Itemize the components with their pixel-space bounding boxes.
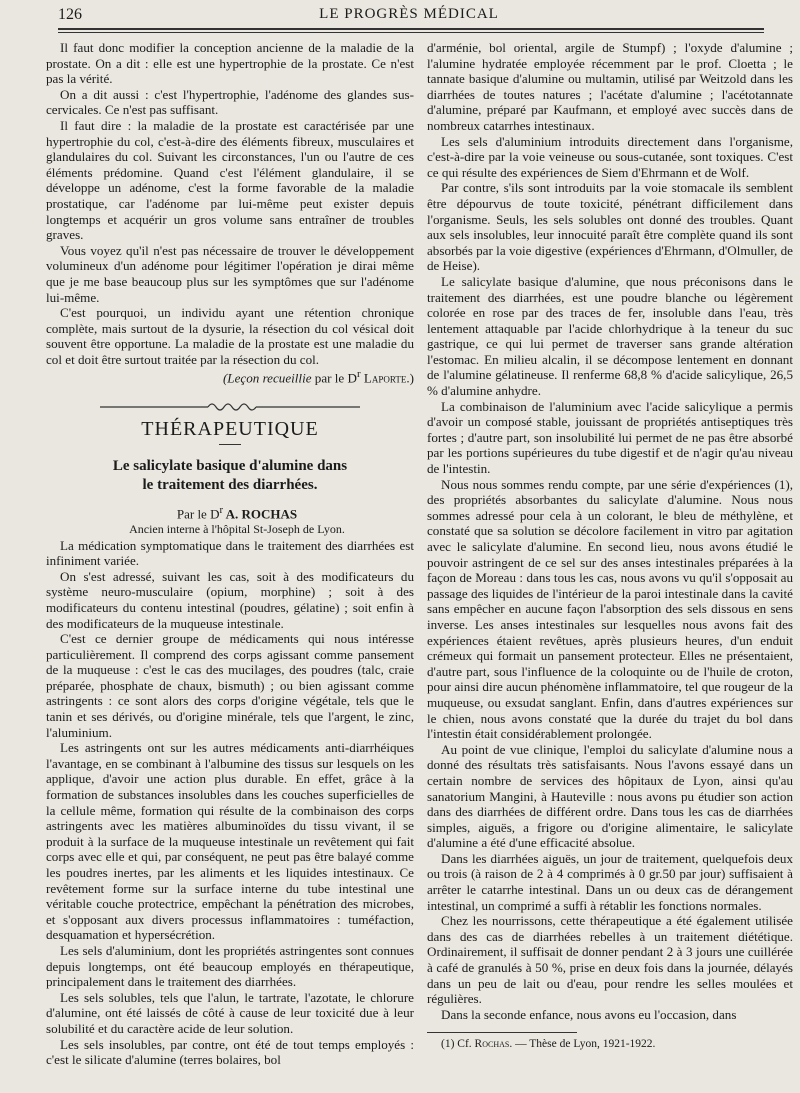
- title-dash: [219, 444, 241, 445]
- author-affiliation: Ancien interne à l'hôpital St-Joseph de Lyon.: [129, 521, 345, 536]
- paragraph: C'est pourquoi, un individu ayant une rétention chronique complète, mais surtout de la dysurie, la résection du col vésical doit souvent être opportune. La maladie de la prostate est une maladie du col et doit être surtout traitée par la résection du col.: [46, 305, 414, 367]
- paragraph: d'arménie, bol oriental, argile de Stumpf) ; l'oxyde d'alumine ; l'alumine hydratée employée récemment par le prof. Cloetta ; le tannate basique d'alumine ou multamin, utilisé par Weitzold dans les diarrhées de toutes natures ; l'acétate d'alumine ; l'acétotannate d'alumine, préparé par Kaufmann, et employé avec succès dans de nombreux catarrhes intestinaux.: [427, 40, 793, 133]
- left-column: [46, 40, 414, 1068]
- paragraph: Dans les diarrhées aiguës, un jour de traitement, quelquefois deux ou trois (à raison de 2 à 4 comprimés à 0 gr.50 par jour) suffisaient à arrêter le catarrhe intestinal. Dans un ou deux cas de dérangement intestinal, un comprimé a suffi à rétablir les fonctions normales.: [427, 850, 793, 913]
- paragraph: Le salicylate basique d'alumine, que nous préconisons dans le traitement des diarrhées, est une poudre blanche ou légèrement colorée en rose par des traces de fer, insoluble dans l'eau, très lentement attaquable par l'acide chlorhydrique à la teneur du suc gastrique, ce qui lui permet de traverser sans grande altération l'estomac. En milieu alcalin, il se décompose lentement en donnant de l'alumine gélatineuse. Il renferme 68,8 % d'acide salicylique, 26,5 % d'alumine anhydre.: [427, 273, 793, 399]
- lecture-signature: [46, 367, 414, 386]
- paragraph: Vous voyez qu'il n'est pas nécessaire de trouver le développement volumineux d'un adénome pour légitimer l'opération je dirai même que je me base beaucoup plus sur les symptômes que sur l'adénome lui-même.: [46, 242, 414, 305]
- paragraph: Nous nous sommes rendu compte, par une série d'expériences (1), des propriétés absorbantes du salicylate d'alumine. Nous nous sommes adressé pour cela à un colorant, le bleu de méthylène, et constaté que sa solution se décolore facilement in vitro par agitation avec le salicylate d'alumine. En second lieu, nous avons étudié le pouvoir astringent de ce sel sur des anses intestinales préparées à la façon de Moreau : dans tous les cas, nous avons vu qu'il s'opposait au passage des liquides de l'intérieur de la paroi intestinale dans la cavité sans empêcher en aucune façon l'absorption des sels dissous en sens inverse. Les anses intestinales sur lesquelles nous avons fait des expériences étaient revêtues, après plusieurs heures, d'un enduit crémeux qui formait un pansement protecteur. Elles ne présentaient, d'autre part, sous l'influence de la coloquinte ou de l'huile de croton, pour ainsi dire aucun phénomène inflammatoire, tel que rougeur de la muqueuse, ou exsudat sanglant. Enfin, dans d'autres expériences sur le chien, nous avons constaté que la durée du trajet du bol dans l'intestin était considérablement prolongée.: [427, 476, 793, 742]
- footnote-author: Rochas: [474, 1038, 510, 1051]
- paragraph: Les sels insolubles, par contre, ont été de tout temps employés : c'est le silicate d'alumine (terres bolaires, bol: [46, 1036, 414, 1068]
- byline-author: A. ROCHAS: [223, 506, 298, 522]
- right-column: [427, 40, 793, 1053]
- paragraph: Les sels d'aluminium, dont les propriétés astringentes sont connues depuis longtemps, ont été beaucoup employés en thérapeutique, principalement dans le traitement des diarrhées.: [46, 942, 414, 990]
- byline-sup: r: [219, 504, 224, 517]
- paragraph: Il faut donc modifier la conception ancienne de la maladie de la prostate. On a dit : elle est une hypertrophie de la prostate. Ce n'est pas la vérité.: [46, 40, 414, 87]
- header-rule: [58, 28, 764, 33]
- paragraph: La combinaison de l'aluminium avec l'acide salicylique a permis d'avoir un composé stable, jouissant de propriétés antiseptiques très fortes ; d'autre part, son insolubilité lui permet de ne pas être absorbé par les portions supérieures du tube digestif et de n'agir qu'au niveau de l'intestin.: [427, 398, 793, 477]
- section-title: THÉRAPEUTIQUE: [141, 418, 319, 441]
- paragraph: Les astringents ont sur les autres médicaments anti-diarrhéiques l'avantage, en se combinant à l'albumine des tissus sur lesquels on les applique, d'avoir une action plus durable. En effet, grâce à la formation de substances insolubles dans les couches superficielles de la cellule même, formation qui résulte de la combinaison des corps astringents avec les matières albuminoïdes du tissu vivant, il se produit à la surface de la muqueuse intestinale un revêtement qui fait corps avec elle et qui, par conséquent, ne peut pas être balayé comme les poudres inertes, par les aliments et les liquides intestinaux. Ce revêtement forme sur la surface interne du tube intestinal une véritable couche protectrice, empêchant la pénétration des microbes, et s'opposant aux divers processus inflammatoires : tuméfaction, desquamation et hypersécrétion.: [46, 740, 414, 943]
- journal-title: LE PROGRÈS MÉDICAL: [319, 6, 499, 22]
- paragraph: Les sels solubles, tels que l'alun, le tartrate, l'azotate, le chlorure d'alumine, ont été laissés de côté à cause de leur toxicité due à leur solubilité et du caractère acide de leur solution.: [46, 989, 414, 1036]
- footnote-rest: . — Thèse de Lyon, 1921-1922.: [509, 1038, 656, 1051]
- paragraph: Il faut dire : la maladie de la prostate est caractérisée par une hypertrophie du col, c'est-à-dire des éléments fibreux, musculaires et glandulaires du col. Suivant les circonstances, l'un ou l'autre de ces éléments prédomine. Quand c'est l'élément glandulaire, il se développe un adénome, c'est la forme favorable de la maladie prostatique, car l'adénome par lui-même peut exister depuis longtemps et acquérir un gros volume sans entraîner de troubles graves.: [46, 117, 414, 243]
- paragraph: Les sels d'aluminium introduits directement dans l'organisme, c'est-à-dire par la voie veineuse ou sous-cutanée, sont toxiques. C'est ce qui résulte des expériences de Siem d'Ehrmann et de Wolf.: [427, 133, 793, 180]
- signature-mid: par le D: [311, 370, 357, 386]
- paragraph: Au point de vue clinique, l'emploi du salicylate d'alumine nous a donné des résultats très satisfaisants. Nous l'avons essayé dans un certain nombre de services des hôpitaux de Lyon, ainsi qu'au sanatorium Mangini, à Hauteville : nous avons pu étudier son action dans des diarrhées de différent ordre. Dans tous les cas de diarrhées simples, aiguës, a frigore ou d'origine alimentaire, le salicylate d'alumine a été d'une efficacité absolue.: [427, 741, 793, 851]
- paragraph: On s'est adressé, suivant les cas, soit à des modificateurs du système neuro-musculaire (opium, morphine) ; soit à des modificateurs du contenu intestinal (poudres, gélatine) ; soit enfin à des modificateurs de la muqueuse intestinale.: [46, 568, 414, 631]
- paragraph: Par contre, s'ils sont introduits par la voie stomacale ils semblent être dépourvus de toute toxicité, pénétrant difficilement dans l'organisme. Seuls, les sels solubles ont donné des troubles. Quant aux sels insolubles, leur innocuité paraît être complète quand ils sont absorbés par la voie digestive (expériences d'Ehrmann, d'Olmuller, de de Heise).: [427, 180, 793, 274]
- paragraph: Dans la seconde enfance, nous avons eu l'occasion, dans: [441, 1006, 737, 1022]
- page-number: 126: [58, 6, 82, 23]
- footnote-num: (1) Cf.: [441, 1038, 475, 1051]
- signature-name: Laporte.): [360, 370, 414, 386]
- byline-pre: Par le D: [176, 506, 220, 522]
- paragraph: La médication symptomatique dans le traitement des diarrhées est infiniment variée.: [46, 537, 414, 569]
- article-title-line: Le salicylate basique d'alumine dans: [112, 458, 348, 475]
- signature-sup: r: [356, 368, 361, 381]
- signature-italic: (Leçon recueillie: [222, 370, 312, 386]
- ornament-divider: [100, 400, 360, 414]
- paragraph: C'est ce dernier groupe de médicaments qui nous intéresse particulièrement. Il comprend des corps agissant comme pansement de la muqueuse : c'est le cas des mucilages, des poudres (talc, craie préparée, phosphate de chaux, bismuth) ; ou bien agissant comme astringents : ce sont alors des corps d'origine végétale, tels que le tanin et ses dérivés, ou d'origine minérale, tels que l'argent, le zinc, l'aluminium.: [46, 631, 414, 740]
- footnote: [441, 1037, 793, 1053]
- article-title-line: le traitement des diarrhées.: [142, 477, 318, 494]
- page-header: [58, 6, 760, 28]
- paragraph: Chez les nourrissons, cette thérapeutique a été également utilisée dans des cas de diarrhées rebelles à un traitement diététique. Ordinairement, il suffisait de donner pendant 2 à 3 jours une cuillérée à café de granulés à 50 %, prise en deux fois dans la journée, délayés dans un peu de lait ou d'eau, pour rendre les selles moulées et régulières.: [427, 913, 793, 1007]
- byline: [46, 503, 414, 522]
- article-title: [46, 457, 414, 495]
- paragraph: On a dit aussi : c'est l'hypertrophie, l'adénome des glandes sus-cervicales. Ce n'est pas suffisant.: [46, 86, 414, 118]
- footnote-rule: [427, 1032, 577, 1033]
